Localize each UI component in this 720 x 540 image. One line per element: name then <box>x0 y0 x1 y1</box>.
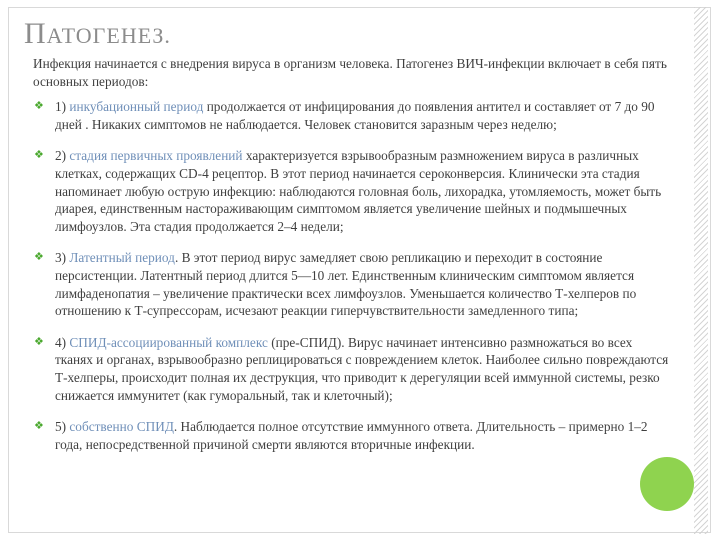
period-item-2 <box>33 147 669 235</box>
period-item-3 <box>33 249 669 319</box>
title-rest: АТОГЕНЕЗ. <box>46 23 171 48</box>
period-text: характеризуется взрывообразным размножением вируса в различных клетках, содержащих CD-4 рецептор. В этот период начинается сероконверсия. Клинически эта стадия напоминает любую острую инфекцию: наблюдаются головная боль, лихорадка, утомляемость, может быть диарея, единственным настораживающим симптомом является увеличение шейных и подмышечных лимфоузлов. Эта стадия продолжается 2–4 недели; <box>55 148 662 234</box>
periods-list <box>33 98 669 453</box>
diamond-bullet-icon: ❖ <box>34 251 44 264</box>
diamond-bullet-icon: ❖ <box>34 100 44 113</box>
title-initial: П <box>24 17 47 50</box>
period-number: 3) <box>55 250 67 266</box>
diamond-bullet-icon: ❖ <box>34 420 44 433</box>
diamond-bullet-icon: ❖ <box>34 149 44 162</box>
period-text: . В этот период вирус замедляет свою репликацию и переходит в состояние персистенции. Латентный период длится 5—10 лет. Единственным клиническим симптомом является лимфаденопатия – увеличение практически всех лимфоузлов. Уменьшается количество Т-хелперов по отношению к Т-супрессорам, исчезают реакции гиперчувствительности замедленного типа; <box>55 250 637 319</box>
intro-paragraph: Инфекция начинается с внедрения вируса в организм человека. Патогенез ВИЧ-инфекции включает в себя пять основных периодов: <box>33 56 667 89</box>
decorative-green-circle <box>640 457 694 511</box>
period-item-4 <box>33 334 669 404</box>
period-text: . Наблюдается полное отсутствие иммунного ответа. Длительность – примерно 1–2 года, непосредственной причиной смерти являются вторичные инфекции. <box>55 419 648 452</box>
period-term: Латентный период <box>69 250 175 266</box>
decorative-hatched-rail <box>694 7 708 534</box>
period-term: инкубационный период <box>69 99 204 115</box>
period-term: стадия первичных проявлений <box>69 148 243 164</box>
period-term: собственно СПИД <box>69 419 174 435</box>
slide-title <box>24 14 171 56</box>
period-text: (пре-СПИД). Вирус начинает интенсивно размножаться во всех тканях и органах, взрывообразно реплицироваться с повреждением клеток. Наиболее сильно повреждаются Т-хелперы, происходит полная их деструкция, что приводит к дерегуляции всей иммунной системы, резко снижается иммунитет (как гуморальный, так и клеточный); <box>55 334 669 403</box>
period-number: 5) <box>55 419 67 435</box>
diamond-bullet-icon: ❖ <box>34 335 44 348</box>
period-number: 2) <box>55 148 67 164</box>
slide-body <box>33 55 669 467</box>
period-term: СПИД-ассоциированный комплекс <box>69 334 268 350</box>
period-item-1 <box>33 98 669 133</box>
period-number: 4) <box>55 334 67 350</box>
period-text: продолжается от инфицирования до появления антител и составляет от 7 до 90 дней . Никаких симптомов не наблюдается. Человек становится заразным через неделю; <box>55 99 655 132</box>
period-number: 1) <box>55 99 67 115</box>
period-item-5 <box>33 418 669 453</box>
